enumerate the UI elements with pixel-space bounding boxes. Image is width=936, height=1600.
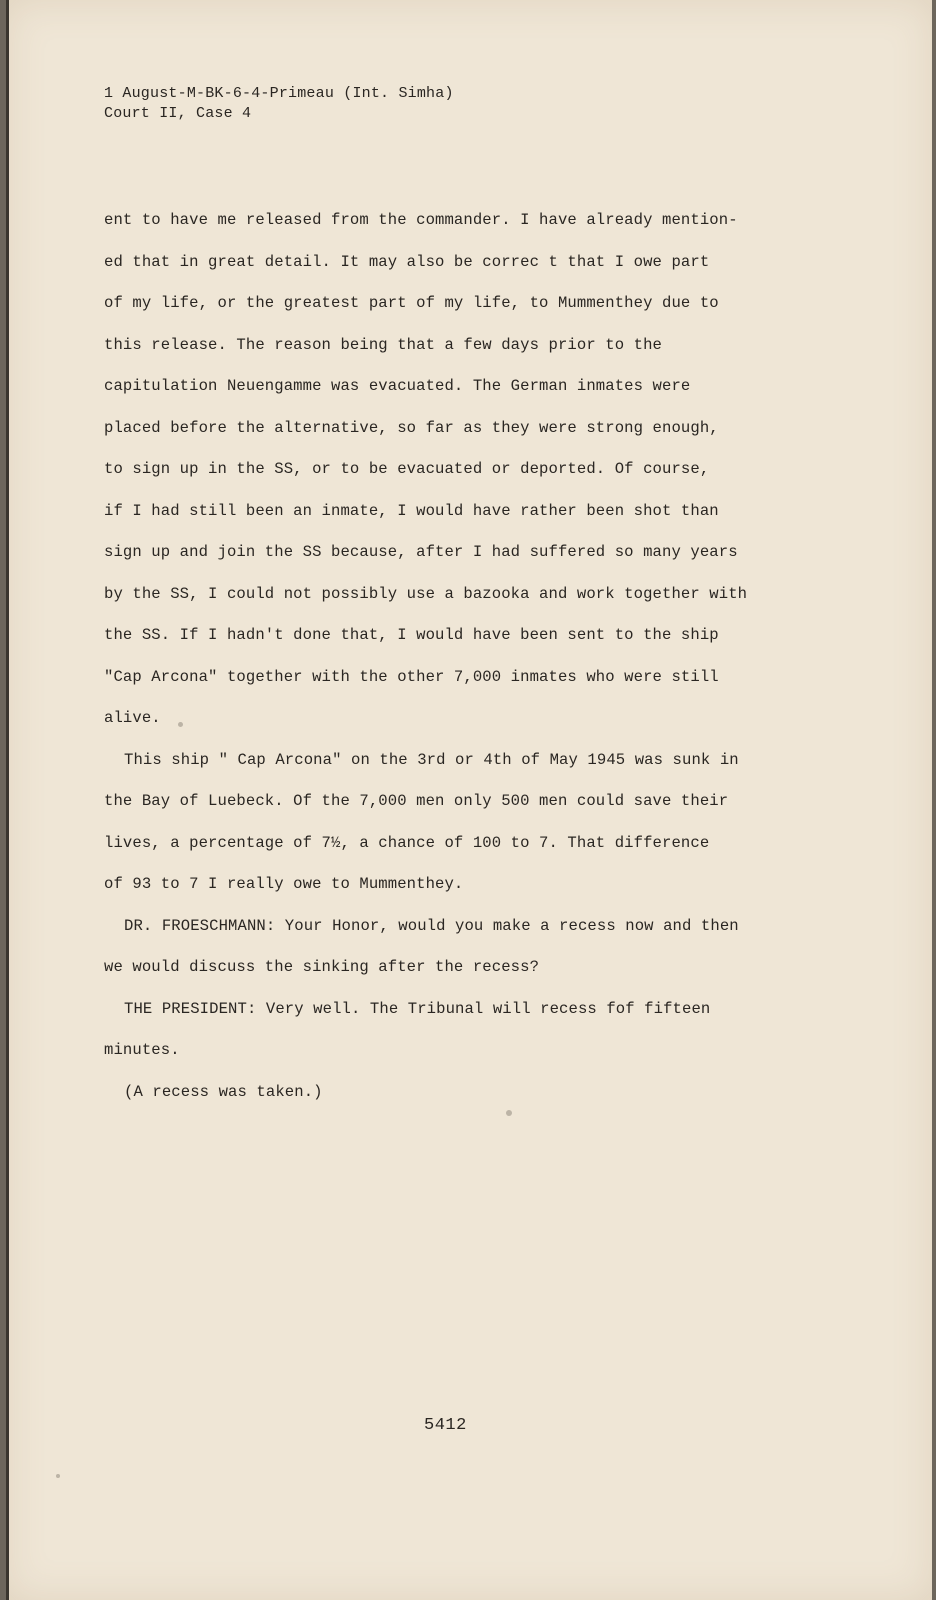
page-edge (6, 0, 9, 1600)
transcript-line: of 93 to 7 I really owe to Mummenthey. (104, 875, 464, 893)
transcript-line: alive. (104, 709, 161, 727)
transcript-line: we would discuss the sinking after the recess? (104, 958, 540, 976)
paper-speck (178, 722, 183, 727)
speaker-line: THE PRESIDENT: Very well. The Tribunal will recess fof fifteen (124, 999, 711, 1018)
transcript-line: if I had still been an inmate, I would have rather been shot than (104, 501, 719, 520)
transcript-body (104, 200, 804, 1113)
transcript-line: ed that in great detail. It may also be correc t that I owe part (104, 252, 710, 271)
transcript-line: by the SS, I could not possibly use a bazooka and work together with (104, 584, 748, 603)
header-court-line: Court II, Case 4 (104, 105, 252, 122)
transcript-line: lives, a percentage of 7½, a chance of 100 to 7. That difference (104, 833, 710, 852)
transcript-line: sign up and join the SS because, after I had suffered so many years (104, 543, 738, 561)
document-page (6, 0, 932, 1600)
recess-note: (A recess was taken.) (124, 1082, 323, 1101)
paper-speck (506, 1110, 512, 1116)
transcript-line: to sign up in the SS, or to be evacuated or deported. Of course, (104, 460, 710, 478)
document-header (104, 84, 454, 124)
transcript-line: this release. The reason being that a few days prior to the (104, 335, 663, 354)
header-session-line: 1 August-M-BK-6-4-Primeau (Int. Simha) (104, 85, 454, 102)
transcript-line: the SS. If I hadn't done that, I would have been sent to the ship (104, 626, 719, 644)
paper-speck (56, 1474, 60, 1478)
page-number: 5412 (424, 1416, 467, 1435)
transcript-line: capitulation Neuengamme was evacuated. The German inmates were (104, 377, 691, 395)
transcript-line: This ship " Cap Arcona" on the 3rd or 4th of May 1945 was sunk in (124, 750, 739, 769)
speaker-line: DR. FROESCHMANN: Your Honor, would you make a recess now and then (124, 916, 739, 935)
transcript-line: minutes. (104, 1041, 180, 1059)
transcript-line: placed before the alternative, so far as they were strong enough, (104, 418, 719, 437)
transcript-line: the Bay of Luebeck. Of the 7,000 men only 500 men could save their (104, 792, 729, 810)
transcript-line: "Cap Arcona" together with the other 7,000 inmates who were still (104, 667, 719, 686)
transcript-line: ent to have me released from the commander. I have already mention- (104, 211, 738, 229)
transcript-line: of my life, or the greatest part of my life, to Mummenthey due to (104, 294, 719, 312)
